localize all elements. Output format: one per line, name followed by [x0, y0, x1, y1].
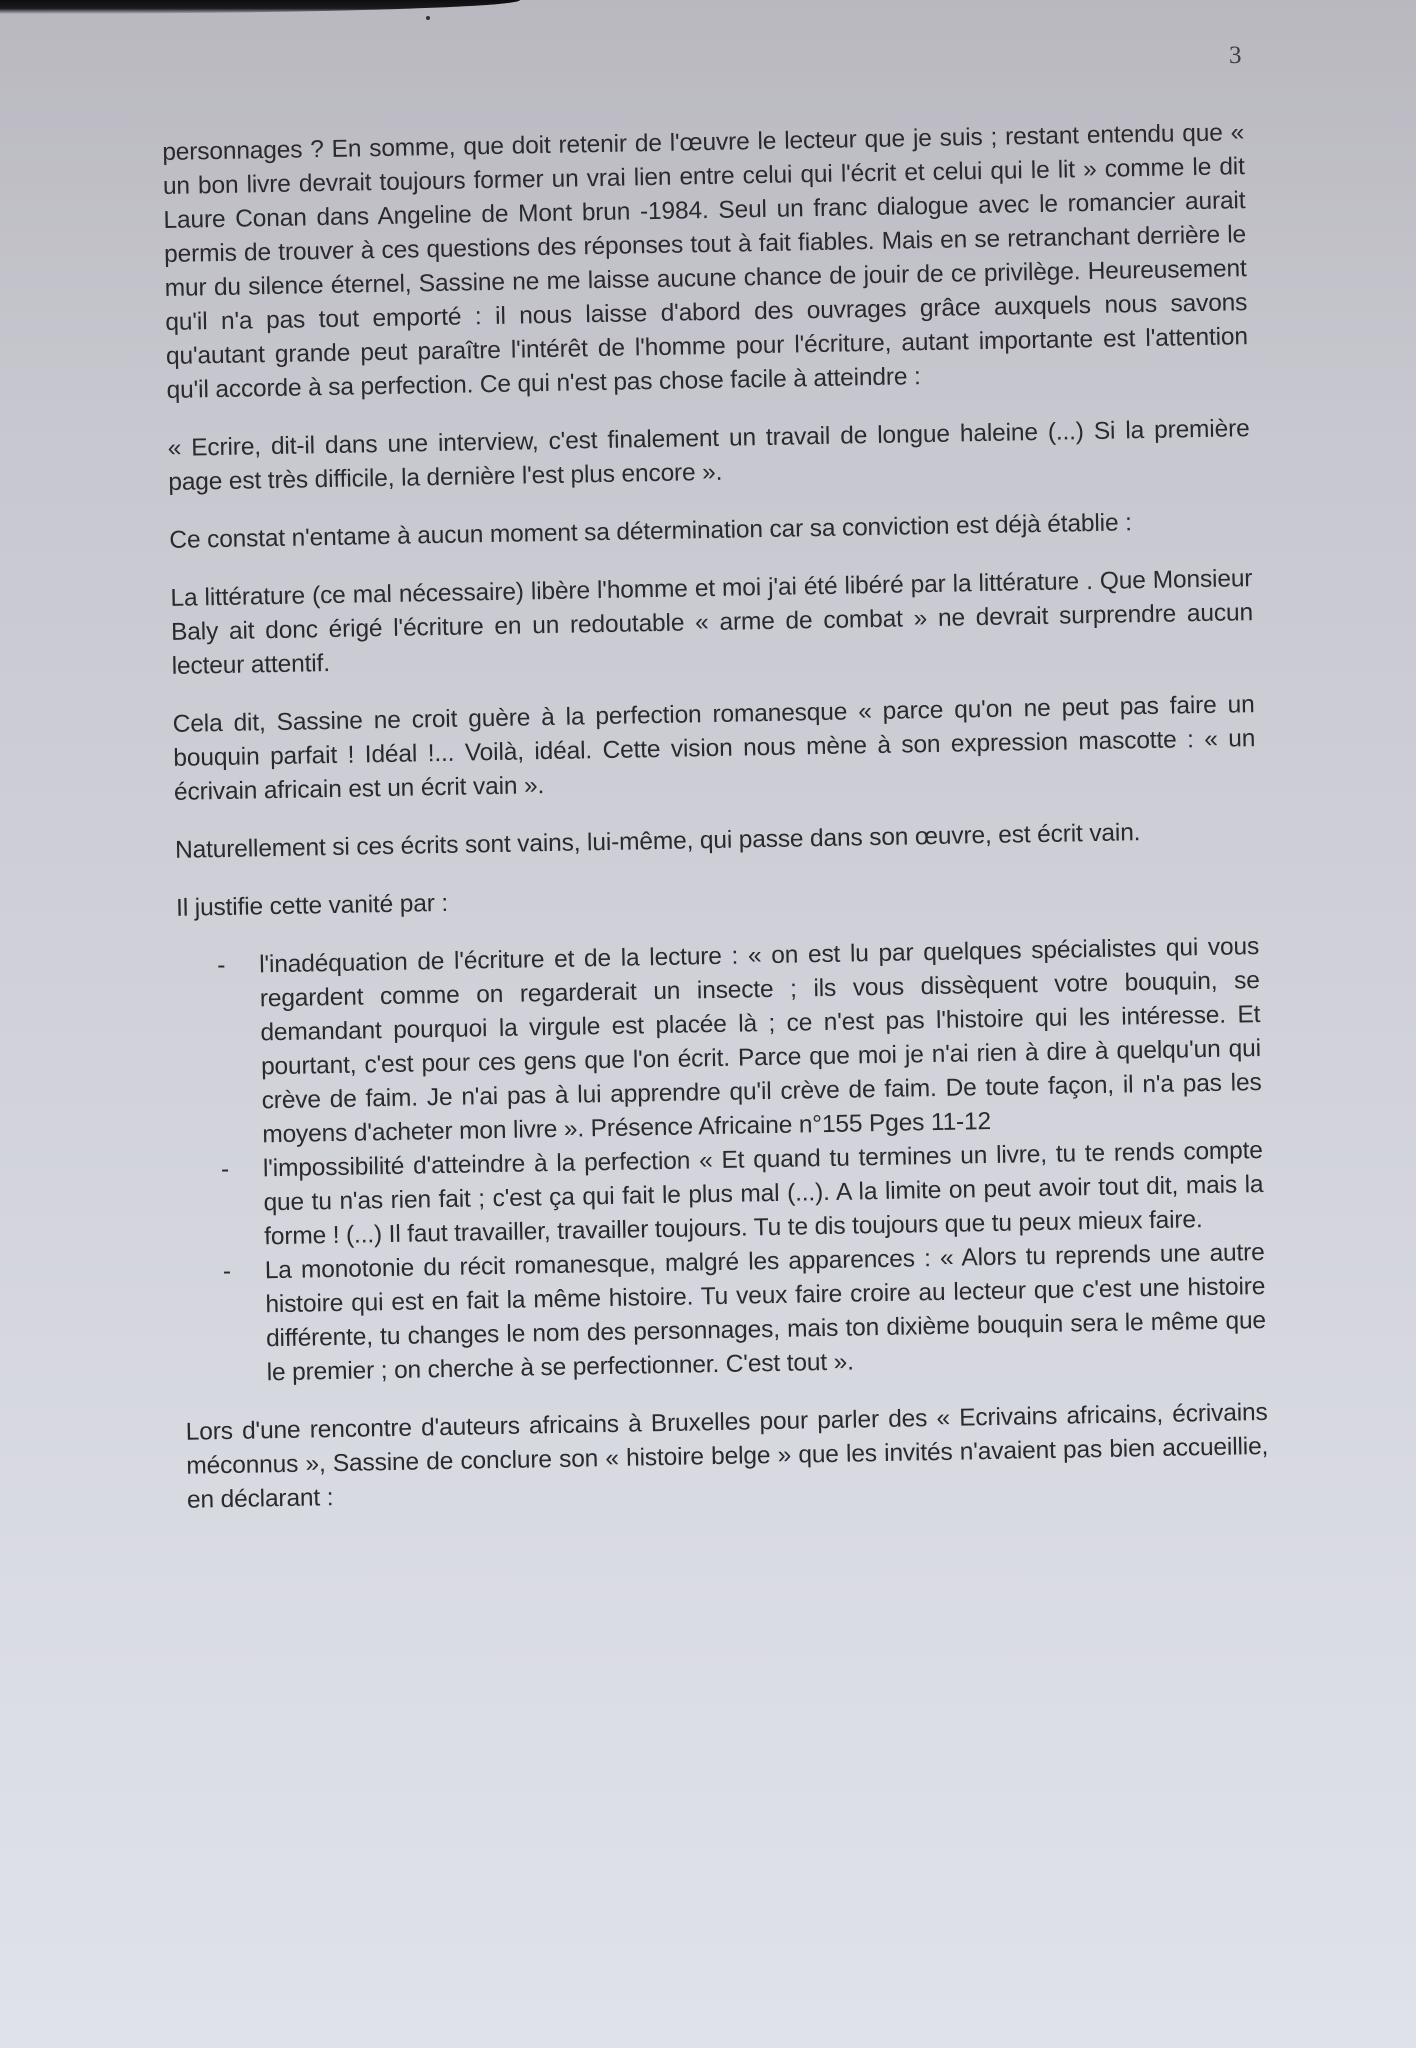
bullet-dash-icon: - [220, 1155, 230, 1184]
paragraph-constat: Ce constat n'entame à aucun moment sa détermination car sa conviction est déjà établie : [169, 509, 1132, 554]
paragraph-perfection: Cela dit, Sassine ne croit guère à la perfection romanesque « parce qu'on ne peut pas faire un bouquin parfait ! Idéal !... Voilà, idéal. Cette vision nous mène à son expression mascotte : « un écrivain africain est un écrit vain ». [172, 691, 1256, 806]
list-item-text: l'impossibilité d'atteindre à la perfection « Et quand tu termines un livre, tu te rends compte que tu n'as rien fait ; c'est ça qui fait le plus mal (...). A la limite on peut avoir tout dit, mais la forme ! (...) Il faut travailler, travailler toujours. Tu te dis toujours que tu peux mieux faire. [262, 1137, 1264, 1251]
paragraph-litterature: La littérature (ce mal nécessaire) libère l'homme et moi j'ai été libéré par la littérature . Que Monsieur Baly ait donc érigé l'écriture en un redoutable « arme de combat » ne devrait surprendre aucun lecteur attentif. [170, 565, 1254, 680]
paragraph-ecrit-vain: Naturellement si ces écrits sont vains, lui-même, qui passe dans son œuvre, est écrit vain. [174, 819, 1141, 864]
document-body [162, 116, 1270, 1542]
paragraph-vanite: Il justifie cette vanité par : [175, 889, 449, 922]
list-item-inadequation [216, 930, 1263, 1152]
justification-list [177, 930, 1267, 1392]
paragraph-interview-quote: « Ecrire, dit-il dans une interview, c'est finalement un travail de longue haleine (...) Si la première page est très difficile, la dernière l'est plus encore ». [167, 415, 1250, 496]
photo-edge-shadow [0, 0, 520, 14]
list-item-text: l'inadéquation de l'écriture et de la lecture : « on est lu par quelques spécialistes qui vous regardent comme on regarderait un insecte ; ils vous dissèquent votre bouquin, se demandant pourquoi la virgule est placée là ; ce n'est pas l'histoire qui les intéresse. Et pourtant, c'est pour ces gens que l'on écrit. Parce que moi je n'ai rien à dire à quelqu'un qui crève de faim. Je n'ai pas à lui apprendre qu'il crève de faim. De toute façon, il n'a pas les moyens d'acheter mon livre ». Présence Africaine n°155 Pges 11-12 [258, 933, 1262, 1149]
list-item-monotonie [222, 1236, 1267, 1390]
bullet-dash-icon: - [216, 951, 226, 980]
page-number: 3 [1229, 42, 1242, 69]
list-item-text: La monotonie du récit romanesque, malgré les apparences : « Alors tu reprends une autre histoire qui est en fait la même histoire. Tu veux faire croire au lecteur que c'est une histoire différente, tu changes le nom des personnages, mais ton dixième bouquin sera le même que le premier ; on cherche à se perfectionner. C'est tout ». [264, 1238, 1267, 1387]
list-item-impossibilite [220, 1134, 1265, 1254]
bullet-dash-icon: - [222, 1257, 232, 1286]
paper-speck [426, 16, 430, 20]
paragraph-bruxelles: Lors d'une rencontre d'auteurs africains à Bruxelles pour parler des « Ecrivains africains, écrivains méconnus », Sassine de conclure son « histoire belge » que les invités n'avaient pas bien accueillie, en déclarant : [185, 1398, 1269, 1514]
paragraph-intro: personnages ? En somme, que doit retenir de l'œuvre le lecteur que je suis ; restant entendu que « un bon livre devrait toujours former un vrai lien entre celui qui l'écrit et celui qui le lit » comme le dit Laure Conan dans Angeline de Mont brun -1984. Seul un franc dialogue avec le romancier aurait permis de trouver à ces questions des réponses tout à fait fiables. Mais en se retranchant derrière le mur du silence éternel, Sassine ne me laisse aucune chance de jouir de ce privilège. Heureusement qu'il n'a pas tout emporté : il nous laisse d'abord des ouvrages grâce auxquels nous savons qu'autant grande peut paraître l'intérêt de l'homme pour l'écriture, autant importante est l'attention qu'il accorde à sa perfection. Ce qui n'est pas chose facile à atteindre : [162, 119, 1249, 404]
